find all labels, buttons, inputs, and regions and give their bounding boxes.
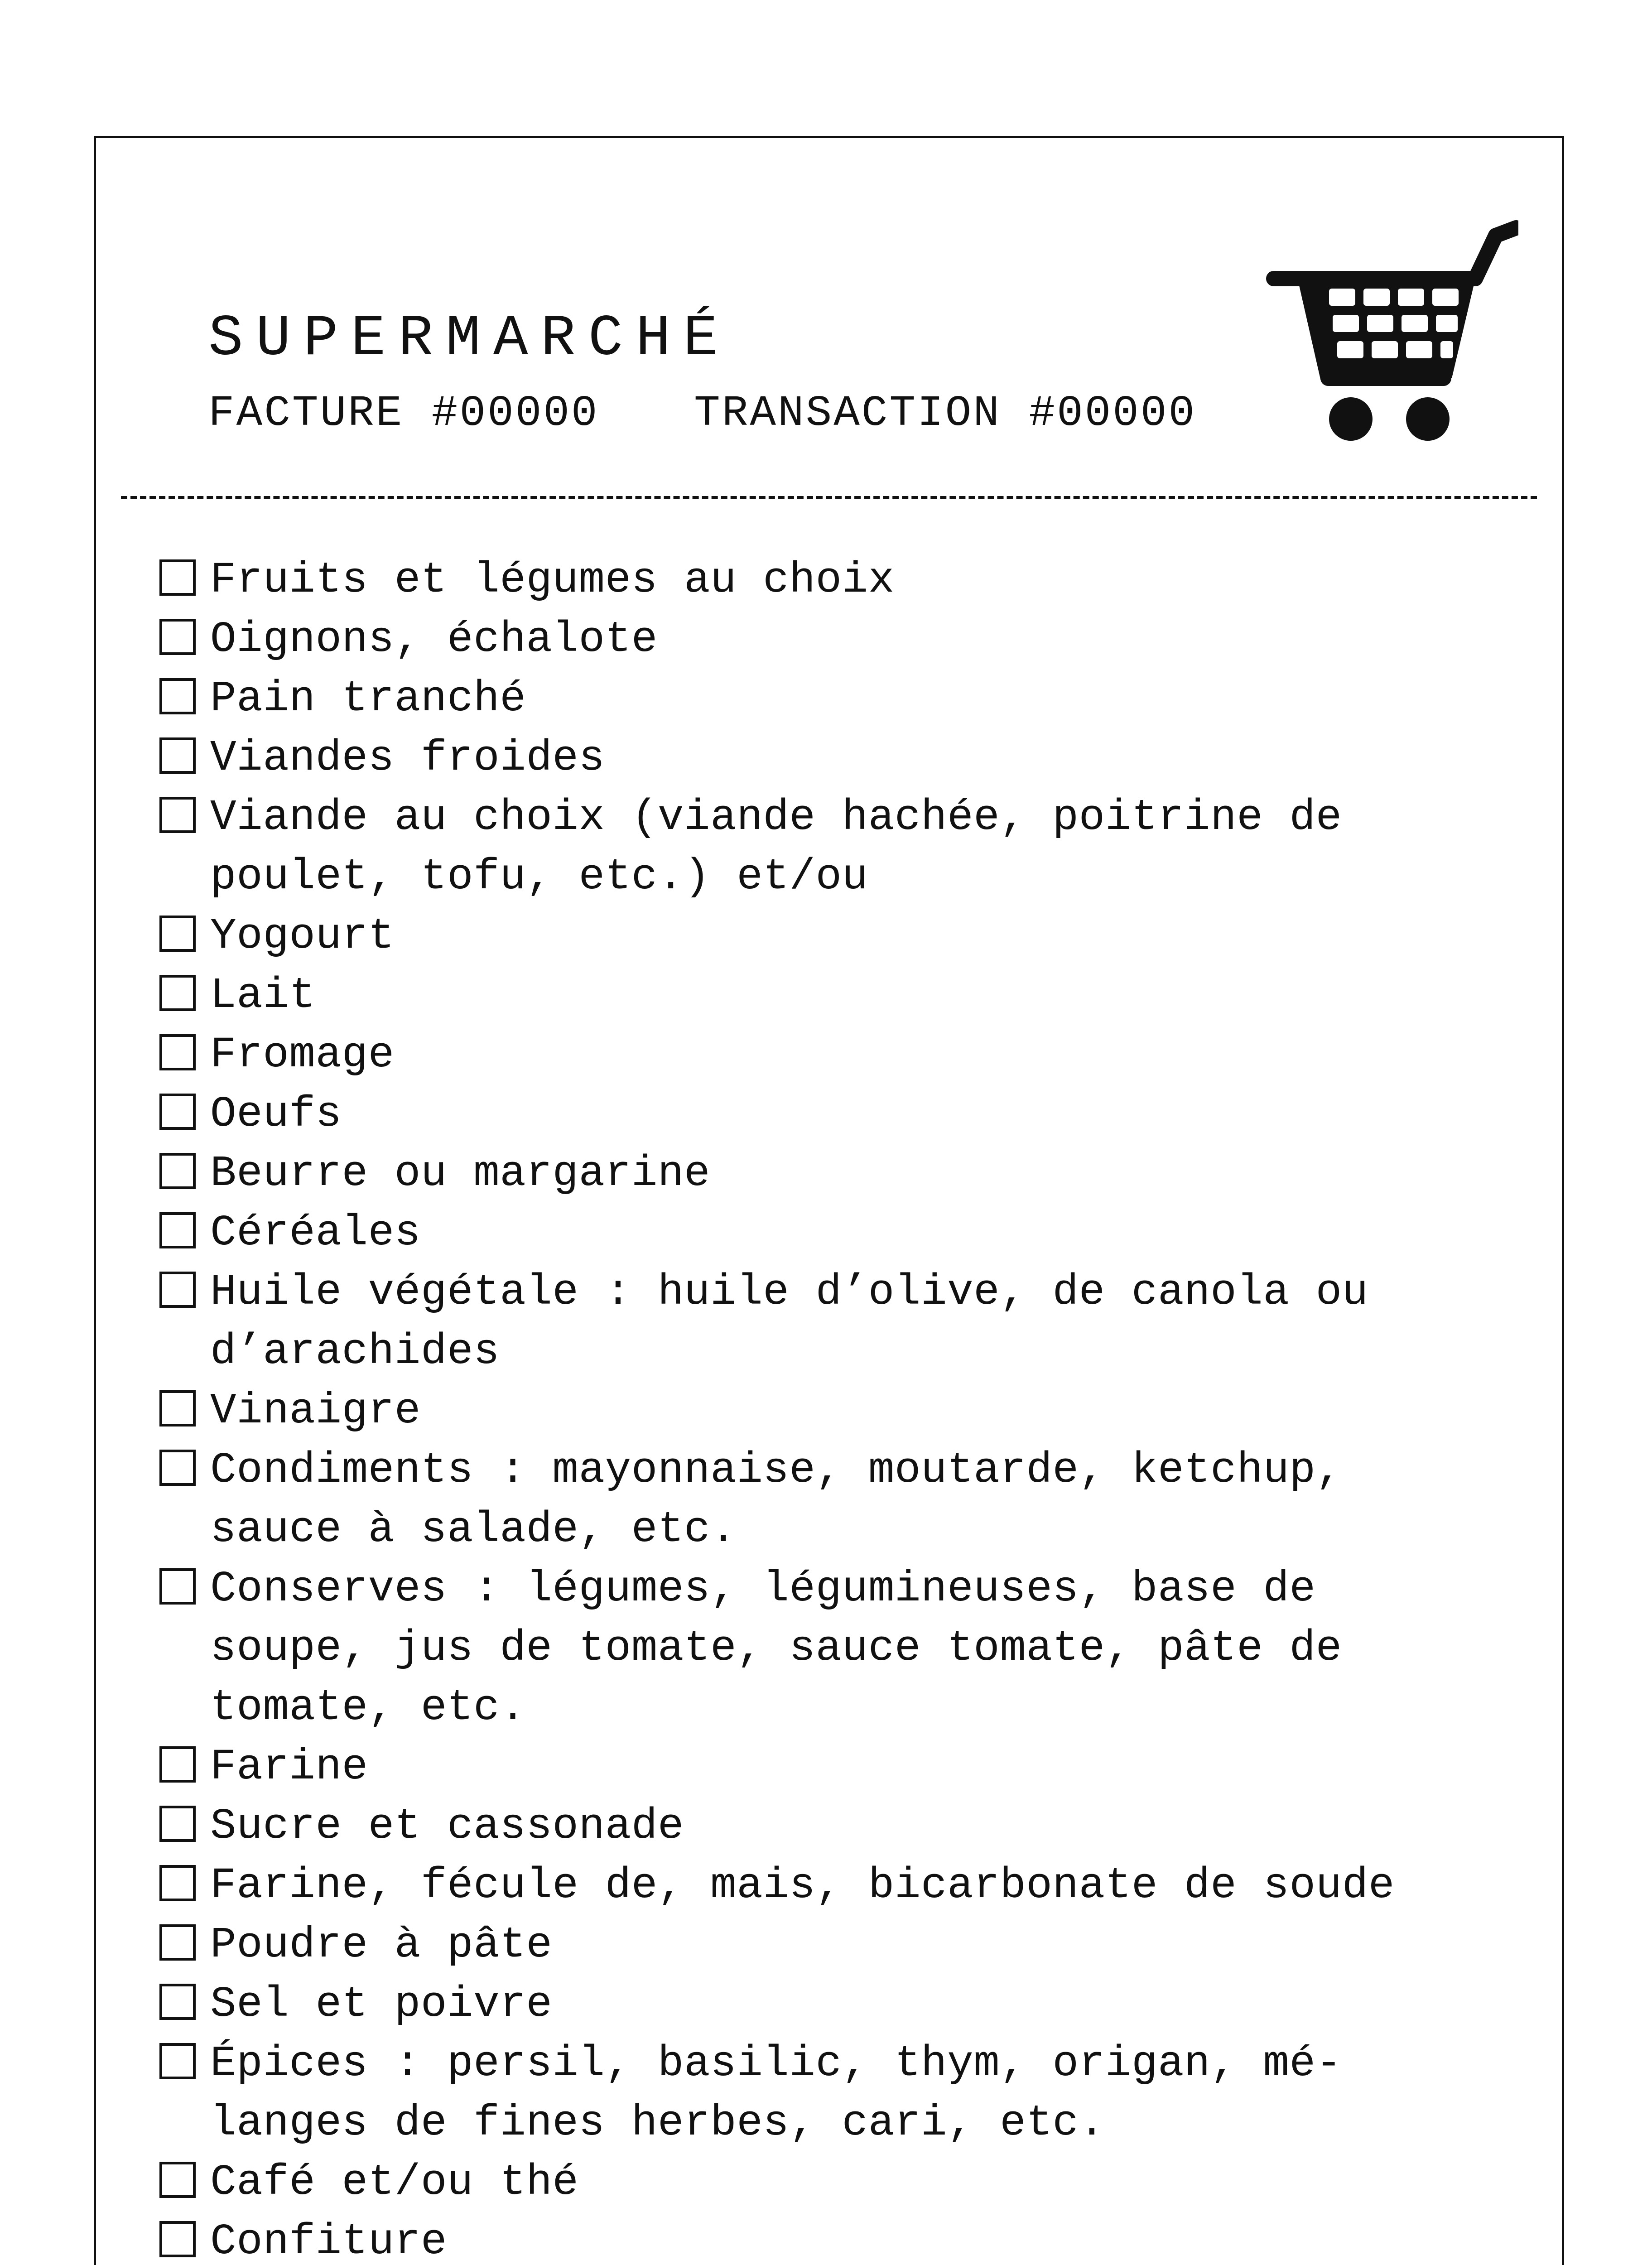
checklist-item-label: Lait [210,971,316,1020]
checkbox[interactable] [159,559,196,596]
checklist-item-label: Café et/ou thé [210,2158,579,2207]
checkbox[interactable] [159,1806,196,1842]
checkbox[interactable] [159,1746,196,1783]
checklist-item[interactable] [159,1915,1473,1975]
checkbox[interactable] [159,797,196,833]
checklist-item-label: Vinaigre [210,1386,421,1436]
checklist-item[interactable] [159,1975,1473,2034]
checklist-item[interactable] [159,2034,1473,2153]
checklist-item-label: Oeufs [210,1089,342,1139]
checklist-item-label: Céréales [210,1208,421,1258]
checklist-item-label: Yogourt [210,911,395,961]
checklist-item[interactable] [159,1856,1473,1915]
checklist-item[interactable] [159,550,1473,610]
checkbox[interactable] [159,975,196,1011]
checklist-item[interactable] [159,966,1473,1025]
checklist-item-label: Sucre et cassonade [210,1802,684,1851]
checklist-item[interactable] [159,610,1473,669]
checklist-item[interactable] [159,1203,1473,1263]
checklist-item[interactable] [159,1441,1473,1559]
checkbox[interactable] [159,1390,196,1426]
checklist-item[interactable] [159,1737,1473,1797]
checklist-item[interactable] [159,1797,1473,1856]
shopping-cart-icon [1265,211,1518,446]
transaction-number: TRANSACTION #00000 [694,389,1197,438]
checkbox[interactable] [159,1984,196,2020]
checklist-item[interactable] [159,1025,1473,1084]
checkbox[interactable] [159,678,196,714]
checkbox[interactable] [159,1212,196,1248]
shopping-checklist [159,550,1473,2265]
checklist-item-label: Épices : persil, basilic, thym, origan, mé-langes de fines herbes, cari, etc. [210,2039,1342,2148]
receipt [94,136,1564,2265]
store-name: SUPERMARCHÉ [208,306,731,372]
checklist-item[interactable] [159,669,1473,728]
checkbox[interactable] [159,2043,196,2079]
checkbox[interactable] [159,1034,196,1070]
invoice-number: FACTURE #00000 [208,389,599,438]
checklist-item[interactable] [159,1084,1473,1144]
checklist-item[interactable] [159,906,1473,966]
checkbox[interactable] [159,1153,196,1189]
checklist-item-label: Conserves : légumes, légumineuses, base de soupe, jus de tomate, sauce tomate, pâte de tomate, etc. [210,1564,1342,1732]
checkbox[interactable] [159,1568,196,1605]
checkbox[interactable] [159,2221,196,2257]
checkbox[interactable] [159,1272,196,1308]
checklist-item[interactable] [159,1559,1473,1737]
checklist-item-label: Viande au choix (viande hachée, poitrine de poulet, tofu, etc.) et/ou [210,793,1342,901]
checklist-item-label: Confiture [210,2217,447,2265]
checklist-item-label: Farine [210,1742,368,1792]
checklist-item[interactable] [159,1144,1473,1203]
checklist-item[interactable] [159,1381,1473,1441]
checklist-item[interactable] [159,728,1473,788]
divider-top [121,496,1537,499]
checklist-item-label: Sel et poivre [210,1980,553,2029]
receipt-ids [208,389,1197,438]
checkbox[interactable] [159,1450,196,1486]
checklist-item-label: Farine, fécule de, mais, bicarbonate de soude [210,1861,1395,1910]
checklist-item[interactable] [159,2153,1473,2212]
checklist-item-label: Viandes froides [210,733,605,783]
checkbox[interactable] [159,737,196,774]
checkbox[interactable] [159,619,196,655]
checklist-item-label: Fromage [210,1030,395,1079]
checklist-item-label: Pain tranché [210,674,526,723]
checklist-item-label: Condiments : mayonnaise, moutarde, ketchup, sauce à salade, etc. [210,1446,1342,1554]
checklist-item[interactable] [159,788,1473,906]
checkbox[interactable] [159,1924,196,1961]
checkbox[interactable] [159,2162,196,2198]
checklist-item-label: Huile végétale : huile d’olive, de canola ou d’arachides [210,1267,1368,1376]
checklist-item-label: Beurre ou margarine [210,1149,711,1198]
checklist-item-label: Oignons, échalote [210,615,658,664]
checklist-item[interactable] [159,1263,1473,1381]
checkbox[interactable] [159,1865,196,1901]
checklist-item-label: Fruits et légumes au choix [210,555,895,605]
checkbox[interactable] [159,916,196,952]
checklist-item[interactable] [159,2212,1473,2265]
checkbox[interactable] [159,1094,196,1130]
checklist-item-label: Poudre à pâte [210,1920,553,1970]
